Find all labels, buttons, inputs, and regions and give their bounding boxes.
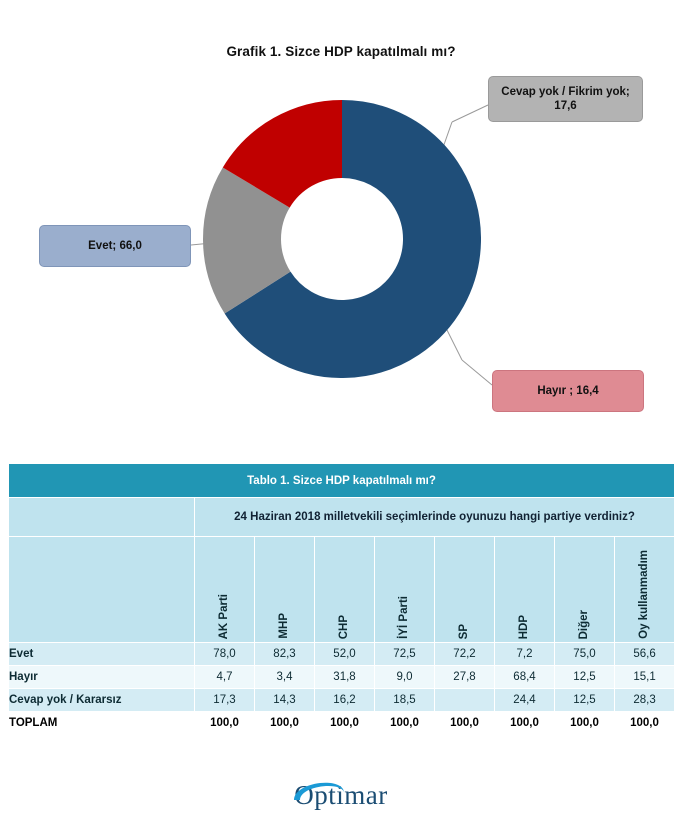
cell-toplam-chp: 100,0 <box>315 712 375 735</box>
cell-cevapyok-sp <box>435 689 495 712</box>
column-header-label: Oy kullanmadım <box>637 550 650 639</box>
cell-cevapyok-diger: 12,5 <box>555 689 615 712</box>
column-header-label: Diğer <box>577 609 590 639</box>
slice-hayir <box>256 139 342 188</box>
row-label-toplam: TOPLAM <box>9 712 195 735</box>
cell-evet-hdp: 7,2 <box>495 643 555 666</box>
column-header-label: İYİ Parti <box>397 596 410 639</box>
table-title: Tablo 1. Sizce HDP kapatılmalı mı? <box>9 464 675 498</box>
cell-toplam-diger: 100,0 <box>555 712 615 735</box>
cell-toplam-sp: 100,0 <box>435 712 495 735</box>
cell-toplam-iyi-parti: 100,0 <box>375 712 435 735</box>
cell-hayir-chp: 31,8 <box>315 666 375 689</box>
cell-evet-oy-kullanmadim: 56,6 <box>615 643 675 666</box>
table-column-header-row <box>9 537 675 643</box>
chart-title: Grafik 1. Sizce HDP kapatılmalı mı? <box>226 44 456 59</box>
row-label-hayir: Hayır <box>9 666 195 689</box>
table-row <box>9 643 675 666</box>
column-header-sp <box>435 537 495 643</box>
column-header-mhp <box>255 537 315 643</box>
table-corner-blank-2 <box>9 537 195 643</box>
cell-evet-mhp: 82,3 <box>255 643 315 666</box>
table-subheader-row <box>9 498 675 537</box>
cell-cevapyok-oy-kullanmadim: 28,3 <box>615 689 675 712</box>
column-header-iyi-parti <box>375 537 435 643</box>
cell-hayir-iyi-parti: 9,0 <box>375 666 435 689</box>
cell-evet-chp: 52,0 <box>315 643 375 666</box>
cell-toplam-mhp: 100,0 <box>255 712 315 735</box>
column-header-label: MHP <box>277 613 290 639</box>
column-header-hdp <box>495 537 555 643</box>
cell-evet-iyi-parti: 72,5 <box>375 643 435 666</box>
callout-hayir: Hayır ; 16,4 <box>492 370 644 412</box>
table-title-row <box>9 464 675 498</box>
cell-cevapyok-mhp: 14,3 <box>255 689 315 712</box>
cell-toplam-hdp: 100,0 <box>495 712 555 735</box>
donut-svg <box>203 100 481 378</box>
cell-evet-ak-parti: 78,0 <box>195 643 255 666</box>
column-header-oy-kullanmadim <box>615 537 675 643</box>
callout-cevap-yok: Cevap yok / Fikrim yok; 17,6 <box>488 76 643 122</box>
callout-evet: Evet; 66,0 <box>39 225 191 267</box>
cell-evet-diger: 75,0 <box>555 643 615 666</box>
table-corner-blank <box>9 498 195 537</box>
row-label-cevap-yok-kararsiz: Cevap yok / Kararsız <box>9 689 195 712</box>
cell-toplam-oy-kullanmadim: 100,0 <box>615 712 675 735</box>
column-header-chp <box>315 537 375 643</box>
poll-table <box>8 463 675 735</box>
brand-logo <box>0 780 682 811</box>
table-row <box>9 666 675 689</box>
cell-hayir-diger: 12,5 <box>555 666 615 689</box>
cell-cevapyok-chp: 16,2 <box>315 689 375 712</box>
cell-cevapyok-hdp: 24,4 <box>495 689 555 712</box>
column-header-diger <box>555 537 615 643</box>
cell-cevapyok-iyi-parti: 18,5 <box>375 689 435 712</box>
cell-hayir-mhp: 3,4 <box>255 666 315 689</box>
column-header-ak-parti <box>195 537 255 643</box>
row-label-evet: Evet <box>9 643 195 666</box>
column-header-label: SP <box>457 623 470 639</box>
table-total-row <box>9 712 675 735</box>
swoosh-icon <box>290 774 346 808</box>
cell-hayir-hdp: 68,4 <box>495 666 555 689</box>
cell-hayir-oy-kullanmadim: 15,1 <box>615 666 675 689</box>
table-subheader: 24 Haziran 2018 milletvekili seçimlerinde oyunuzu hangi partiye verdiniz? <box>195 498 675 537</box>
column-header-label: HDP <box>517 614 530 639</box>
cell-hayir-sp: 27,8 <box>435 666 495 689</box>
cell-hayir-ak-parti: 4,7 <box>195 666 255 689</box>
donut-chart <box>203 100 481 378</box>
cell-toplam-ak-parti: 100,0 <box>195 712 255 735</box>
table-section <box>8 463 674 735</box>
column-header-label: CHP <box>337 614 350 639</box>
slice-cevap-yok <box>242 188 258 293</box>
cell-cevapyok-ak-parti: 17,3 <box>195 689 255 712</box>
logo-text: Optimar <box>294 780 388 810</box>
cell-evet-sp: 72,2 <box>435 643 495 666</box>
table-row <box>9 689 675 712</box>
column-header-label: AK Parti <box>217 593 230 639</box>
